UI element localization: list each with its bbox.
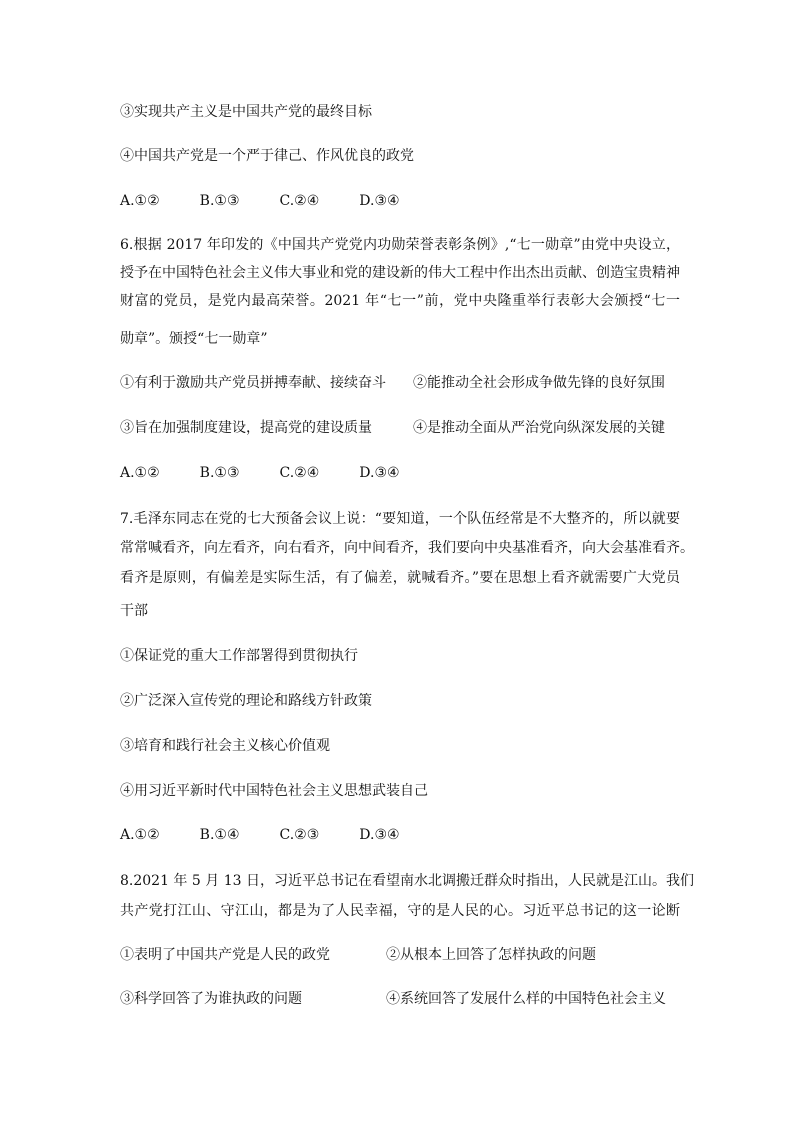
q8-stem-line-1: 8.2021 年 5 月 13 日，习近平总书记在看望南水北调搬迁群众时指出，人民就是江山。我们 [120, 873, 694, 889]
q8-option-1: ①表明了中国共产党是人民的政党 [120, 947, 330, 963]
q5-option-4: ④中国共产党是一个严于律己、作风优良的政党 [120, 148, 414, 164]
q6-choices [120, 464, 440, 482]
q7-choice-c: C.②③ [279, 827, 320, 843]
q7-stem-line-4: 干部 [120, 603, 148, 619]
q6-option-4: ④是推动全面从严治党向纵深发展的关键 [413, 420, 665, 436]
q8-option-4: ④系统回答了发展什么样的中国特色社会主义 [386, 991, 666, 1007]
q6-option-3: ③旨在加强制度建设，提高党的建设质量 [120, 420, 372, 436]
q6-option-1: ①有利于激励共产党员拼搏奉献、接续奋斗 [120, 375, 386, 391]
q6-stem-line-2: 授予在中国特色社会主义伟大事业和党的建设新的伟大工程中作出杰出贡献、创造宝贵精神 [120, 265, 680, 281]
q5-choice-d: D.③④ [359, 193, 400, 209]
q6-choice-a: A.①② [120, 465, 160, 481]
q5-choice-c: C.②④ [279, 193, 320, 209]
q7-stem-line-2: 常常喊看齐，向左看齐，向右看齐，向中间看齐，我们要向中央基准看齐，向大会基准看齐。 [120, 540, 694, 556]
q6-choice-b: B.①③ [199, 465, 240, 481]
q8-option-2: ②从根本上回答了怎样执政的问题 [386, 947, 596, 963]
q8-option-3: ③科学回答了为谁执政的问题 [120, 991, 302, 1007]
q6-stem-line-1: 6.根据 2017 年印发的《中国共产党党内功勋荣誉表彰条例》,“七一勋章”由党中央设立， [120, 237, 680, 253]
q6-stem-line-3: 财富的党员，是党内最高荣誉。2021 年“七一”前，党中央隆重举行表彰大会颁授“七一 [120, 293, 680, 309]
q6-option-2: ②能推动全社会形成争做先锋的良好氛围 [413, 375, 665, 391]
q7-choice-a: A.①② [120, 827, 160, 843]
q7-choice-b: B.①④ [199, 827, 240, 843]
q7-option-2: ②广泛深入宣传党的理论和路线方针政策 [120, 693, 372, 709]
q8-options-row-2 [120, 990, 680, 1008]
q6-options-row-1 [120, 374, 680, 392]
q6-choice-d: D.③④ [359, 465, 400, 481]
q5-choice-a: A.①② [120, 193, 160, 209]
q6-choice-c: C.②④ [279, 465, 320, 481]
q7-stem-line-3: 看齐是原则，有偏差是实际生活，有了偏差，就喊看齐。”要在思想上看齐就需要广大党员 [120, 570, 680, 586]
q6-options-row-2 [120, 419, 680, 437]
q7-option-3: ③培育和践行社会主义核心价值观 [120, 738, 330, 754]
q7-option-4: ④用习近平新时代中国特色社会主义思想武装自己 [120, 783, 428, 799]
q7-choice-d: D.③④ [359, 827, 400, 843]
q6-stem-line-4: 勋章”。颁授“七一勋章” [120, 331, 268, 347]
q5-choice-b: B.①③ [199, 193, 240, 209]
q5-choices [120, 192, 440, 210]
q5-option-3: ③实现共产主义是中国共产党的最终目标 [120, 104, 372, 120]
q8-options-row-1 [120, 946, 680, 964]
q8-stem-line-2: 共产党打江山、守江山，都是为了人民幸福，守的是人民的心。习近平总书记的这一论断 [120, 903, 680, 919]
q7-choices [120, 826, 440, 844]
q7-stem-line-1: 7.毛泽东同志在党的七大预备会议上说：“要知道，一个队伍经常是不大整齐的，所以就要 [120, 511, 680, 527]
q7-option-1: ①保证党的重大工作部署得到贯彻执行 [120, 648, 358, 664]
